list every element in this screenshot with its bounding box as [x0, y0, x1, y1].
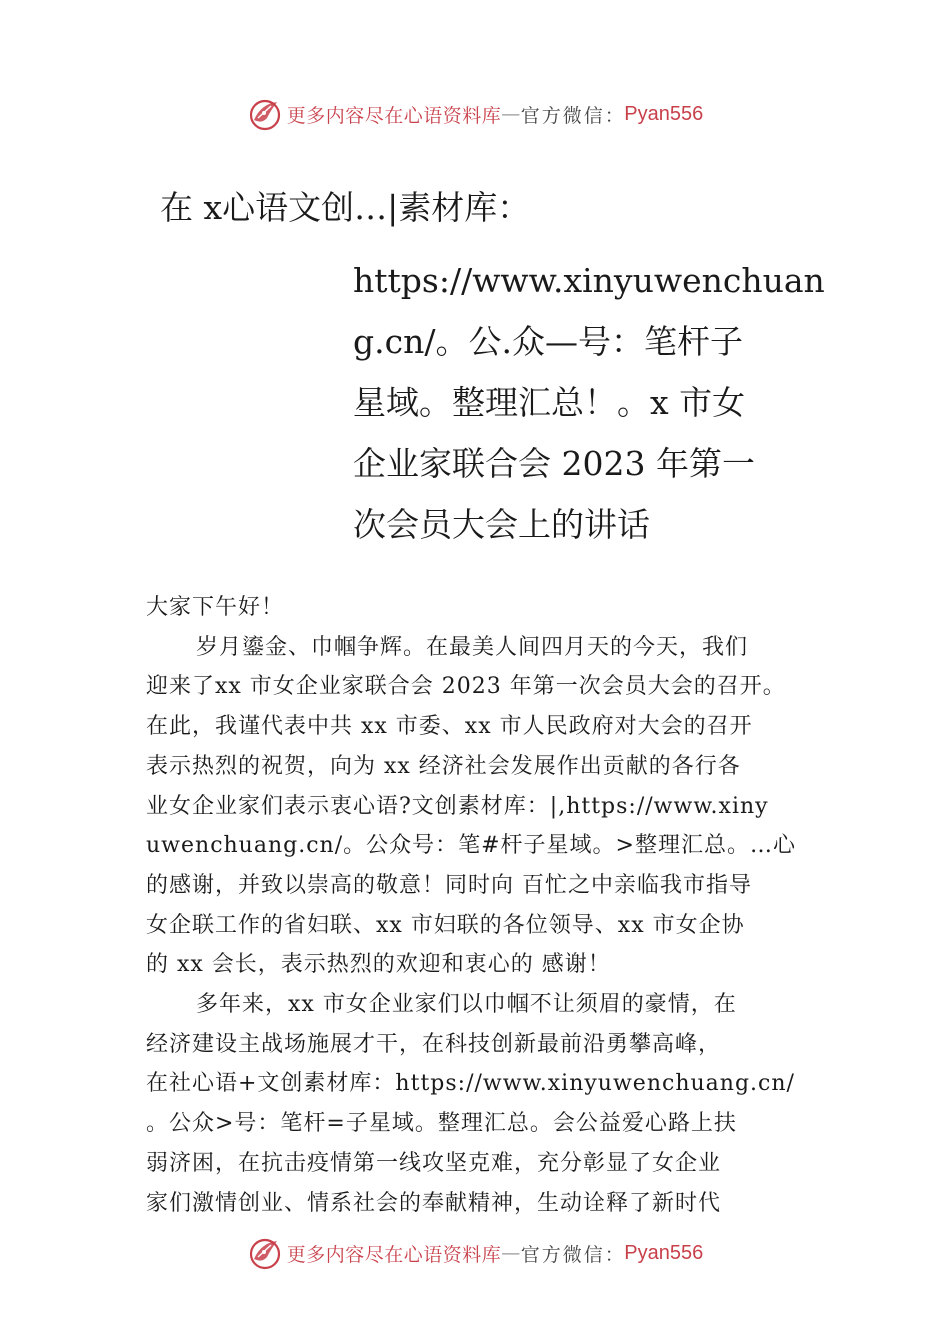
body-line: 岁月鎏金、巾帼争辉。在最美人间四月天的今天，我们: [196, 634, 749, 660]
header-banner: [0, 94, 950, 134]
document-title: [353, 250, 825, 555]
body-line: 多年来，xx 市女企业家们以巾帼不让须眉的豪情，在: [196, 992, 737, 1018]
banner-wechat-label: 官方微信: [520, 104, 605, 127]
body-line: 女企联工作的省妇联、xx 市妇联的各位领导、xx 市女企协: [146, 912, 745, 938]
title-line: 次会员大会上的讲话: [353, 505, 650, 544]
body-line: 在社心语+文创素材库：https://www.xinyuwenchuang.cn/: [146, 1071, 795, 1097]
body-line: 业女企业家们表示衷心语?文创素材库：|,https://www.xiny: [146, 793, 769, 819]
body-line: 的感谢，并致以崇高的敬意！同时向 百忙之中亲临我市指导: [146, 872, 752, 898]
title-line: g.cn/。公.众—号：笔杆子: [353, 322, 743, 361]
body-line: 在此，我谨代表中共 xx 市委、xx 市人民政府对大会的召开: [146, 714, 753, 740]
banner-wechat-id: Pyan556: [624, 102, 704, 125]
body-line: 的 xx 会长，表示热烈的欢迎和衷心的 感谢！: [146, 952, 611, 978]
body-line: 迎来了xx 市女企业家联合会 2023 年第一次会员大会的召开。: [146, 674, 786, 700]
banner-separator: —: [501, 1242, 521, 1264]
body-line: 。公众>号：笔杆=子星域。整理汇总。会公益爱心路上扶: [146, 1111, 737, 1137]
banner-wechat-label: 官方微信: [520, 1243, 605, 1266]
body-line: 表示热烈的祝贺，向为 xx 经济社会发展作出贡献的各行各: [146, 753, 741, 779]
banner-label: 更多内容尽在心语资料库: [286, 104, 502, 127]
banner-colon: ：: [604, 1243, 625, 1266]
document-title-line-1: 在 x心语文创…|素材库：: [160, 188, 531, 227]
pen-nib-logo-icon: [247, 96, 283, 132]
banner-colon: ：: [604, 104, 625, 127]
footer-banner: [0, 1233, 950, 1273]
banner-wechat-id: Pyan556: [624, 1241, 704, 1264]
title-line: 星域。整理汇总！。x 市女: [353, 383, 746, 422]
banner-label: 更多内容尽在心语资料库: [286, 1243, 502, 1266]
greeting-line: 大家下午好！: [146, 595, 285, 620]
body-line: 弱济困，在抗击疫情第一线攻坚克难，充分彰显了女企业: [146, 1150, 722, 1176]
title-line: 企业家联合会 2023 年第一: [353, 444, 755, 483]
body-line: 家们激情创业、情系社会的奉献精神，生动诠释了新时代: [146, 1190, 722, 1216]
pen-nib-logo-icon: [247, 1235, 283, 1271]
banner-separator: —: [501, 103, 521, 125]
body-line: uwenchuang.cn/。公众号：笔#杆子星域。>整理汇总。…心: [146, 833, 796, 859]
body-line: 经济建设主战场施展才干，在科技创新最前沿勇攀高峰，: [146, 1031, 722, 1057]
title-line: https://www.xinyuwenchuan: [353, 261, 825, 300]
speech-body: [146, 588, 836, 1223]
